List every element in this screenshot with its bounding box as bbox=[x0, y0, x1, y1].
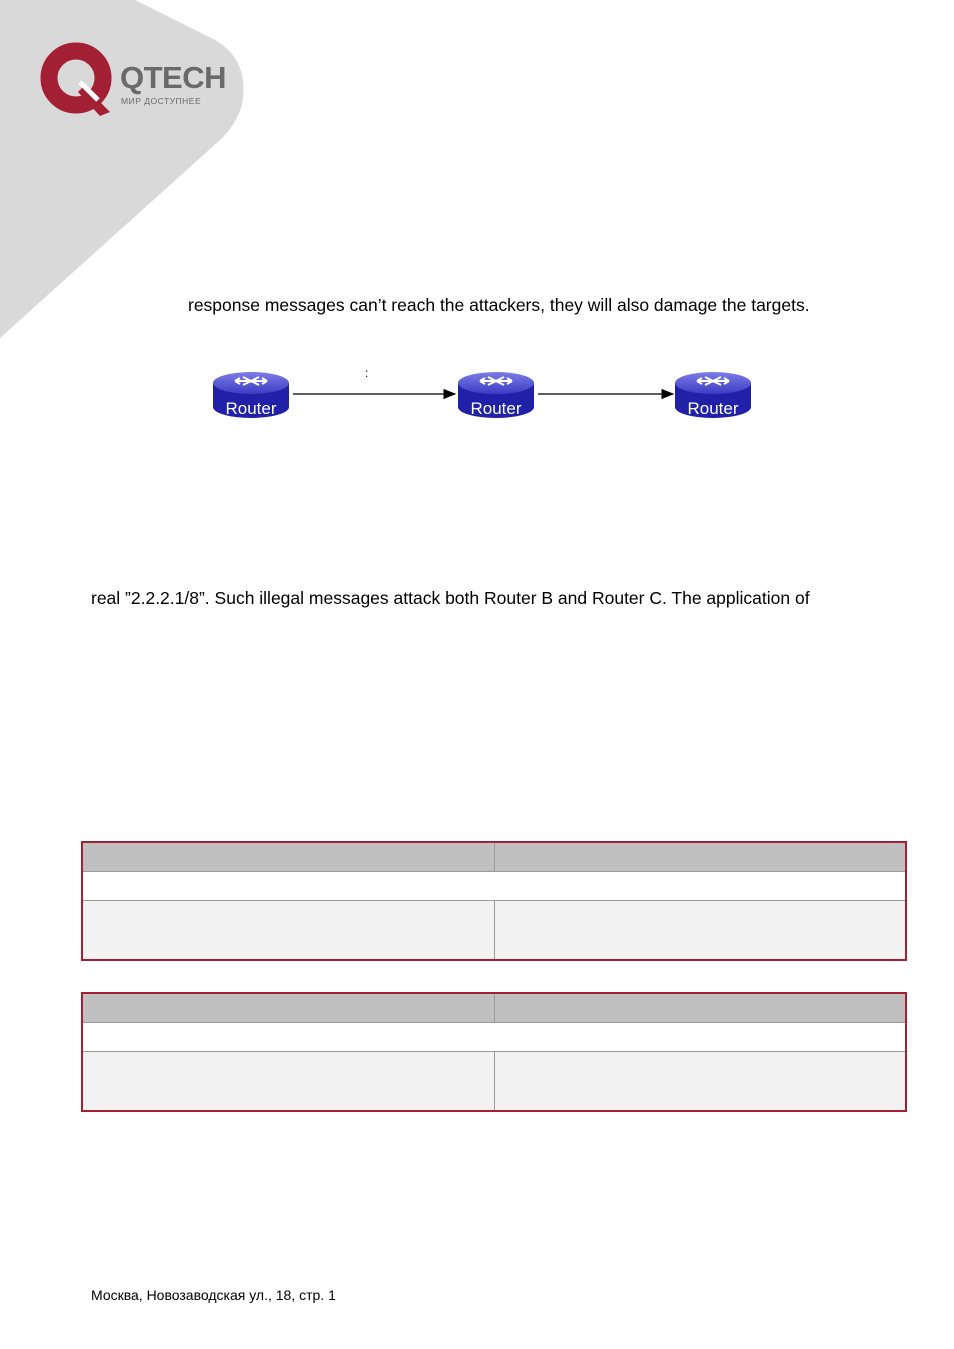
table-row bbox=[82, 1023, 906, 1052]
table-header-cell bbox=[494, 842, 906, 872]
router-icon bbox=[458, 372, 534, 418]
router-label: Router bbox=[470, 399, 522, 418]
router-label: Router bbox=[687, 399, 739, 418]
table-cell bbox=[82, 1052, 494, 1112]
body-text-line: real ”2.2.2.1/8”. Such illegal messages attack both Router B and Router C. The application of bbox=[91, 588, 810, 608]
config-table bbox=[81, 992, 907, 1112]
table-cell bbox=[494, 901, 906, 961]
config-table bbox=[81, 841, 907, 961]
router-icon bbox=[213, 372, 289, 418]
table-row bbox=[82, 872, 906, 901]
router-label: Router bbox=[225, 399, 277, 418]
table-header-cell bbox=[82, 993, 494, 1023]
table-cell bbox=[82, 901, 494, 961]
table-header-cell bbox=[494, 993, 906, 1023]
router-icon bbox=[675, 372, 751, 418]
company-logo bbox=[40, 42, 240, 122]
edge-label: : bbox=[365, 366, 369, 380]
network-diagram bbox=[205, 360, 765, 430]
table-header-cell bbox=[82, 842, 494, 872]
logo-q-icon bbox=[40, 42, 120, 122]
table-cell bbox=[494, 1052, 906, 1112]
logo-brand: QTECH bbox=[120, 60, 226, 95]
body-text-line: response messages can’t reach the attackers, they will also damage the targets. bbox=[188, 295, 810, 315]
footer-address: Москва, Новозаводская ул., 18, стр. 1 bbox=[91, 1287, 336, 1303]
logo-tagline: МИР ДОСТУПНЕЕ bbox=[121, 96, 202, 106]
